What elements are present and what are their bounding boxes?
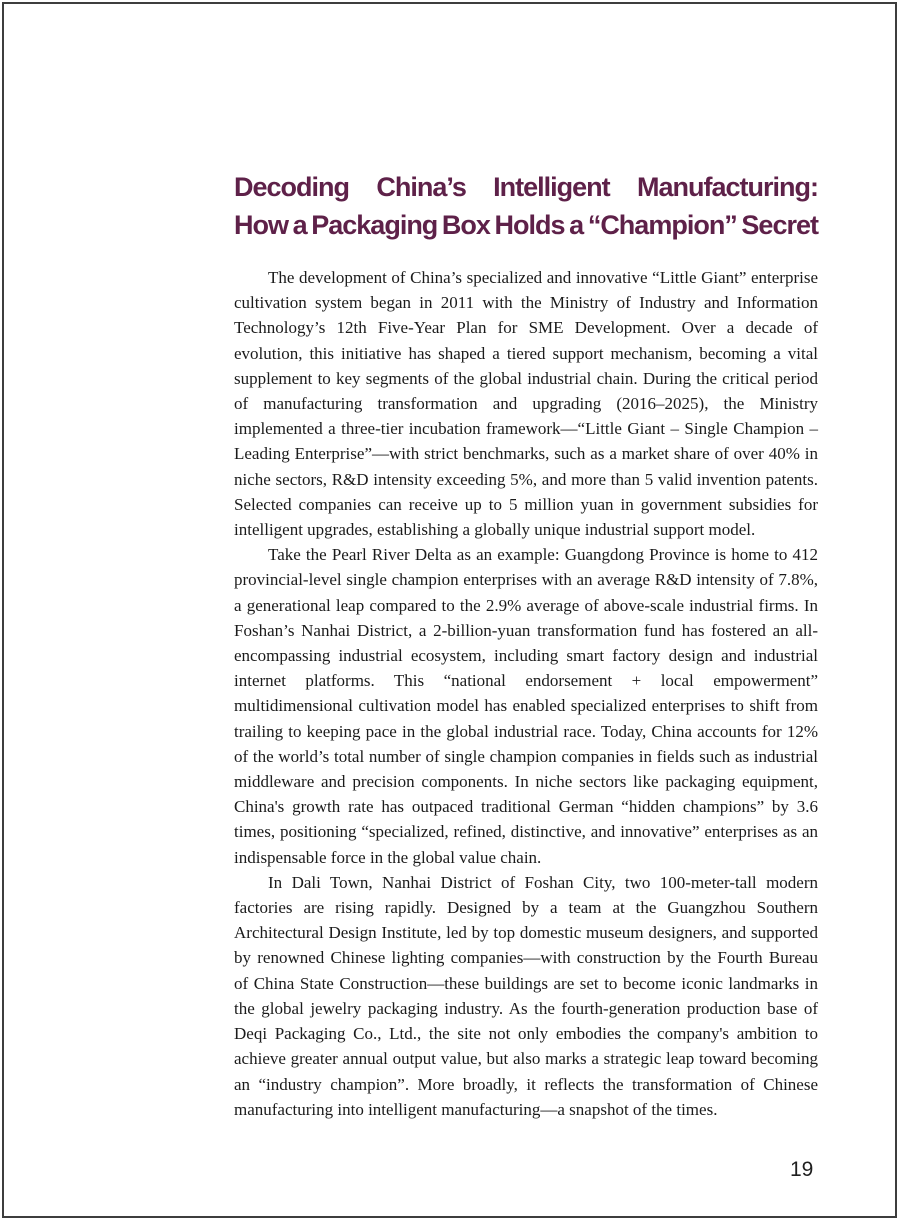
article-title — [234, 168, 818, 244]
paragraph-1: The development of China’s specialized and innovative “Little Giant” enterprise cultivation system began in 2011 with the Ministry of Industry and Information Technology’s 12th Five-Year Plan for SME Development. Over a decade of evolution, this initiative has shaped a tiered support mechanism, becoming a vital supplement to key segments of the global industrial chain. During the critical period of manufacturing transformation and upgrading (2016–2025), the Ministry implemented a three-tier incubation framework—“Little Giant – Single Champion – Leading Enterprise”—with strict benchmarks, such as a market share of over 40% in niche sectors, R&D intensity exceeding 5%, and more than 5 valid invention patents. Selected companies can receive up to 5 million yuan in government subsidies for intelligent upgrades, establishing a globally unique industrial support model. — [234, 268, 818, 540]
paragraph-2: Take the Pearl River Delta as an example: Guangdong Province is home to 412 provincial-level single champion enterprises with an average R&D intensity of 7.8%, a generational leap compared to the 2.9% average of above-scale industrial firms. In Foshan’s Nanhai District, a 2-billion-yuan transformation fund has fostered an all-encompassing industrial ecosystem, including smart factory design and industrial internet platforms. This “national endorsement + local empowerment” multidimensional cultivation model has enabled specialized enterprises to shift from trailing to keeping pace in the global industrial race. Today, China accounts for 12% of the world’s total number of single champion companies in fields such as industrial middleware and precision components. In niche sectors like packaging equipment, China's growth rate has outpaced traditional German “hidden champions” by 3.6 times, positioning “specialized, refined, distinctive, and innovative” enterprises as an indispensable force in the global value chain. — [234, 545, 818, 867]
article-title-line-2: How a Packaging Box Holds a “Champion” Secret — [234, 210, 818, 240]
article-content — [234, 168, 818, 1122]
paragraph-3: In Dali Town, Nanhai District of Foshan City, two 100-meter-tall modern factories are rising rapidly. Designed by a team at the Guangzhou Southern Architectural Design Institute, led by top domestic museum designers, and supported by renowned Chinese lighting companies—with construction by the Fourth Bureau of China State Construction—these buildings are set to become iconic landmarks in the global jewelry packaging industry. As the fourth-generation production base of Deqi Packaging Co., Ltd., the site not only embodies the company's ambition to achieve greater annual output value, but also marks a strategic leap toward becoming an “industry champion”. More broadly, it reflects the transformation of Chinese manufacturing into intelligent manufacturing—a snapshot of the times. — [234, 872, 818, 1119]
article-title-line-1: Decoding China’s Intelligent Manufacturing: — [234, 172, 818, 202]
article-body — [234, 265, 818, 1122]
page-number: 19 — [790, 1158, 814, 1181]
